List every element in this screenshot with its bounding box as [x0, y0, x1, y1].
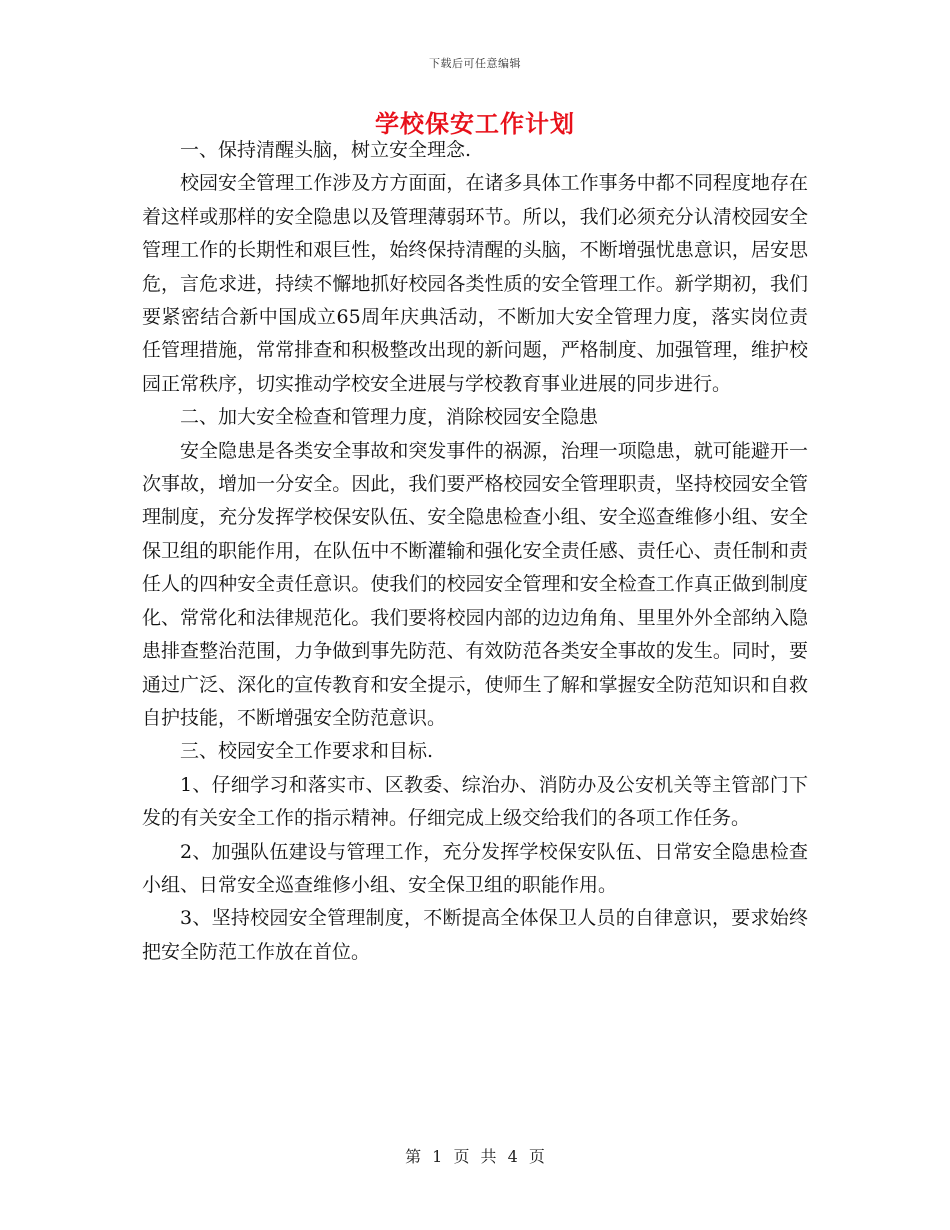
document-body [142, 134, 808, 969]
paragraph-section-2-body: 安全隐患是各类安全事故和突发事件的祸源，治理一项隐患，就可能避开一次事故，增加一分安全。因此，我们要严格校园安全管理职责，坚持校园安全管理制度，充分发挥学校保安队伍、安全隐患检查小组、安全巡查维修小组、安全保卫组的职能作用，在队伍中不断灌输和强化安全责任感、责任心、责任制和责任人的四种安全责任意识。使我们的校园安全管理和安全检查工作真正做到制度化、常常化和法律规范化。我们要将校园内部的边边角角、里里外外全部纳入隐患排查整治范围，力争做到事先防范、有效防范各类安全事故的发生。同时，要通过广泛、深化的宣传教育和安全提示，使师生了解和掌握安全防范知识和自救自护技能，不断增强安全防范意识。 [142, 439, 808, 729]
page-number-footer: 第 1 页 共 4 页 [405, 1147, 545, 1166]
paragraph-section-2-heading: 二、加大安全检查和管理力度，消除校园安全隐患 [180, 406, 599, 429]
document-title: 学校保安工作计划 [375, 109, 575, 138]
header-note: 下载后可任意编辑 [429, 57, 521, 70]
paragraph-section-3-heading: 三、校园安全工作要求和目标. [180, 740, 434, 763]
paragraph-item-3: 3、坚持校园安全管理制度，不断提高全体保卫人员的自律意识，要求始终把安全防范工作放在首位。 [142, 907, 808, 963]
paragraph-section-1-heading: 一、保持清醒头脑，树立安全理念. [180, 139, 472, 161]
paragraph-item-1: 1、仔细学习和落实市、区教委、综治办、消防办及公安机关等主管部门下发的有关安全工作的指示精神。仔细完成上级交给我们的各项工作任务。 [142, 773, 808, 830]
paragraph-item-2: 2、加强队伍建设与管理工作，充分发挥学校保安队伍、日常安全隐患检查小组、日常安全巡查维修小组、安全保卫组的职能作用。 [142, 840, 808, 896]
paragraph-section-1-body: 校园安全管理工作涉及方方面面，在诸多具体工作事务中都不同程度地存在着这样或那样的安全隐患以及管理薄弱环节。所以，我们必须充分认清校园安全管理工作的长期性和艰巨性，始终保持清醒的头脑，不断增强忧患意识，居安思危，言危求进，持续不懈地抓好校园各类性质的安全管理工作。新学期初，我们要紧密结合新中国成立65周年庆典活动，不断加大安全管理力度，落实岗位责任管理措施，常常排查和积极整改出现的新问题，严格制度、加强管理，维护校园正常秩序，切实推动学校安全进展与学校教育事业进展的同步进行。 [142, 172, 808, 395]
